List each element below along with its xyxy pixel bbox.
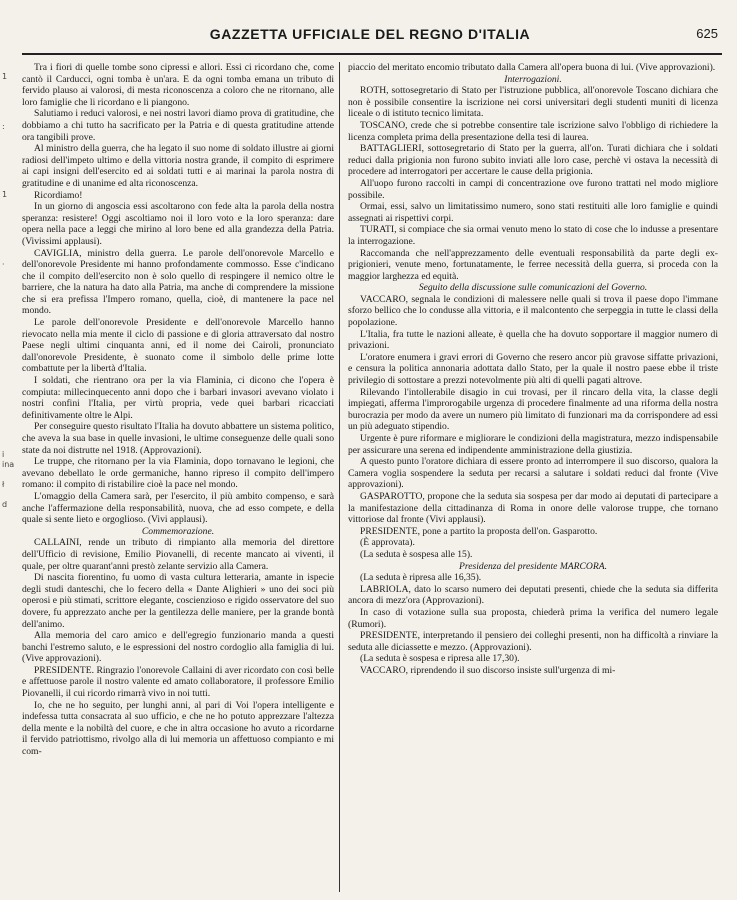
paragraph: TOSCANO, crede che si potrebbe consentire tale iscrizione salvo l'obbligo di richiedere la licenza completa prima della presentazione della tesi di laurea. [348,119,718,143]
paragraph: Le truppe, che ritornano per la via Flaminia, dopo tornavano le legioni, che avevano debellato le orde germaniche, hanno ripreso il compito dell'impero romano: il compito di ristabilire cioè la pace nel mondo. [22,456,334,491]
paragraph: PRESIDENTE, interpretando il pensiero dei colleghi presenti, non ha difficoltà a rinviare la seduta alle diciassette e mezzo. (Approvazioni). [348,630,718,653]
paragraph: Di nascita fiorentino, fu uomo di vasta cultura letteraria, amante in ispecie degli studi danteschi, che lo fecero della « Dante Alighieri » uno dei soci più operosi e più stimati, scrittore elegante, coscienzioso e rigido osservatore del suo dovere, fu apprezzato anche per la gentilezza delle maniere, per la grande bontà dell'animo. [22,572,334,630]
paragraph: A questo punto l'oratore dichiara di essere pronto ad interrompere il suo discorso, qualora la Camera voglia sospendere la seduta per recarsi a salutare i soldati reduci dal fronte (Vive approvazioni). [348,456,718,491]
paragraph: Io, che ne ho seguito, per lunghi anni, al pari di Voi l'opera intelligente e indefessa tutta consacrata al suo ufficio, e che ne ho potuto apprezzare l'altezza della mente e la nobiltà del cuore, e che in altra occasione ho avuto a ricordarne il fervido patriottismo, rivolgo alla di lui memoria un affettuoso compianto e mi com- [22,699,334,758]
paragraph: (La seduta è ripresa alle 16,35). [360,572,482,584]
left-column [22,62,334,758]
paragraph: VACCARO, segnala le condizioni di malessere nelle quali si trova il paese dopo l'immane sforzo bellico che lo condusse alla vittoria, e il malcontento che serpeggia in tutte le classi della popolazione. [348,293,718,329]
paragraph: In un giorno di angoscia essi ascoltarono con fede alta la parola della nostra speranza: resistere! Oggi ascoltiamo noi il loro voto e la loro speranza: dare opera nella pace a leggi che mirino al loro bene ed alla grandezza della Patria. (Vivissimi applausi). [22,201,334,247]
paragraph: Rilevando l'intollerabile disagio in cui trovasi, per il rincaro della vita, la classe degli impiegati, afferma l'improrogabile urgenza di procedere finalmente ad una riforma della nostra burocrazia per modo da avere un numero più limitato di funzionari ma da corrispondere ad essi un più adeguato stipendio. [348,386,718,433]
paragraph: Urgente è pure riformare e migliorare le condizioni della magistratura, mezzo indispensabile per assicurare una serena ed indipendente amministrazione della giustizia. [348,433,718,456]
paragraph: Alla memoria del caro amico e dell'egregio funzionario manda a questi banchi l'estremo saluto, e le espressioni del nostro cordoglio alla famiglia di lui. (Vive approvazioni). [22,630,334,665]
margin-mark: 1 [2,190,8,199]
paragraph: Le parole dell'onorevole Presidente e dell'onorevole Marcello hanno rievocato nella mia mente il ciclo di passione e di gloria attraversato dal nostro Paese negli ultimi cinquanta anni, ed il nome dei Cairoli, pronunciato dall'onorevole Presidente, è suonato come il simbolo delle prime lotte combattute per la libertà d'Italia. [22,317,334,375]
section-heading: Commemorazione. [141,525,215,537]
publication-title: GAZZETTA UFFICIALE DEL REGNO D'ITALIA [209,26,531,42]
paragraph: (La seduta è sospesa alle 15). [360,548,473,560]
paragraph: In caso di votazione sulla sua proposta, chiederà prima la verifica del numero legale (Rumori). [348,606,718,630]
paragraph-continuation: piaccio del meritato encomio tributato dalla Camera all'opera buona di lui. (Vive approvazioni). [348,62,716,73]
paragraph: I soldati, che rientrano ora per la via Flaminia, ci dicono che l'opera è compiuta: millecinquecento anni dopo che i barbari invasori avevano violato i nostri confini l'Italia, per virtù propria, vede quei barbari ricacciati definitivamente oltre le Alpi. [22,375,334,421]
paragraph: PRESIDENTE. Ringrazio l'onorevole Callaini di aver ricordato con così belle e affettuose parole il nostro valente ed amato collaboratore, il professore Emilio Piovanelli, il cui ricordo rimarrà vivo in noi tutti. [22,664,334,700]
margin-mark: ł [2,480,5,489]
margin-annotations [0,60,20,890]
paragraph: Al ministro della guerra, che ha legato il suo nome di soldato illustre ai giorni radiosi dell'impeto ultimo e della vittoria nostra grande, il compito di esprimere ai capi insigni dell'esercito ed ai soldati tutti e ai marinai la parola nostra di gratitudine e di unanime ed alta riconoscenza. [22,143,334,189]
header-rule [22,53,722,55]
margin-mark: ina [2,460,15,469]
paragraph: CALLAINI, rende un tributo di rimpianto alla memoria del direttore dell'Ufficio di revisione, Emilio Piovanelli, di recente mancato ai viventi, il quale, per oltre quarant'anni prestò zelante servizio alla Camera. [22,537,334,572]
paragraph: L'omaggio della Camera sarà, per l'esercito, il più ambito compenso, e sarà anche l'affermazione della responsabilità, nuova, che ad esso compete, e della quale si sente lieto e orgoglioso. (Vivi applausi). [22,490,334,526]
paragraph: PRESIDENTE, pone a partito la proposta dell'on. Gasparotto. [360,525,598,537]
paragraph: VACCARO, riprendendo il suo discorso insiste sull'urgenza di mi- [360,664,616,676]
margin-mark: d [2,500,8,509]
paragraph: Per conseguire questo risultato l'Italia ha dovuto abbattere un sistema politico, che aveva la sua base in quelle invasioni, le ultime conseguenze delle quali sono state da noi distrutte nel 1918. (Approvazioni). [22,421,334,456]
page-number: 625 [696,26,718,41]
section-heading: Seguito della discussione sulle comunicazioni del Governo. [418,282,648,294]
paragraph: L'oratore enumera i gravi errori di Governo che resero ancor più gravose siffatte privazioni, e censura la politica annonaria adottata dallo Stato, per la quale il nostro paese ebbe il triste privilegio di sottostare a prezzi notevolmente più alti di quelli pagati altrove. [348,351,718,387]
paragraph: Ricordiamo! [34,189,83,201]
paragraph: L'Italia, fra tutte le nazioni alleate, è quella che ha dovuto sopportare il maggior numero di privazioni. [348,328,718,352]
paragraph: ROTH, sottosegretario di Stato per l'istruzione pubblica, all'onorevole Toscano dichiara che non è possibile consentire la iscrizione nei corsi universitari degli studenti muniti di licenza liceale o di istituto tecnico limitata. [348,85,718,120]
paragraph: CAVIGLIA, ministro della guerra. Le parole dell'onorevole Marcello e dell'onorevole Presidente mi hanno profondamente commosso. Esse c'indicano che il compito dell'esercito non è solo quello di respingere il nemico oltre le barriere, che la natura ha dato alla Patria, ma anche di comprendere la missione che si era prefissa l'Impero romano, quella, cioè, di mantenere la pace nel mondo. [22,247,334,317]
paragraph: BATTAGLIERI, sottosegretario di Stato per la guerra, all'on. Turati dichiara che i soldati reduci dalla prigionia non furono subito inviati alle loro case, perchè vi ostava la necessità di procedere ad interrogatori per accertare le cause della prigionia. [348,143,718,178]
paragraph: GASPAROTTO, propone che la seduta sia sospesa per dar modo ai deputati di partecipare a la manifestazione della cittadinanza di Roma in onore delle valorose truppe, che tornano vittoriose dal fronte (Vivi applausi). [348,490,718,526]
paragraph: TURATI, si compiace che sia ormai venuto meno lo stato di cose che lo indusse a presentare la interrogazione. [348,224,718,247]
margin-mark: : [2,122,5,131]
paragraph: All'uopo furono raccolti in campi di concentrazione ove furono trattati nel modo migliore possibile. [348,177,718,201]
section-heading: Presidenza del presidente MARCORA. [459,560,607,572]
margin-mark: · [2,260,5,269]
paragraph: Tra i fiori di quelle tombe sono cipressi e allori. Essi ci ricordano che, come cantò il Carducci, ogni tomba è un'ara. E da ogni tomba emana un tributo di fervido plauso ai valorosi, di mesta riconoscenza a coloro che ne ritornano, alle loro famiglie che li ricordano e li piangono. [22,62,334,108]
paragraph: (È approvata). [360,537,415,549]
section-heading: Interrogazioni. [504,73,562,85]
paragraph: LABRIOLA, dato lo scarso numero dei deputati presenti, chiede che la seduta sia differita ancora di mezz'ora (Approvazioni). [348,583,718,607]
paragraph: Salutiamo i reduci valorosi, e nei nostri lavori diamo prova di gratitudine, che dobbiamo a chi tutto ha sacrificato per la Patria e di questa gratitudine attende ora tangibili prove. [22,108,334,143]
paragraph: (La seduta è sospesa e ripresa alle 17,30). [360,653,520,665]
margin-mark: 1 [2,72,8,81]
column-divider [339,62,340,892]
right-column [348,62,718,676]
margin-mark: i [2,450,5,459]
paragraph: Ormai, essi, salvo un limitatissimo numero, sono stati restituiti alle loro famiglie e quindi assegnati ai rispettivi corpi. [348,201,718,224]
paragraph: Raccomanda che nell'apprezzamento delle eventuali responsabilità da parte degli ex-prigionieri, venute meno, fortunatamente, le ferree necessità della guerra, si proceda con la maggior larghezza ed equità. [348,247,718,282]
page-header [10,20,730,46]
